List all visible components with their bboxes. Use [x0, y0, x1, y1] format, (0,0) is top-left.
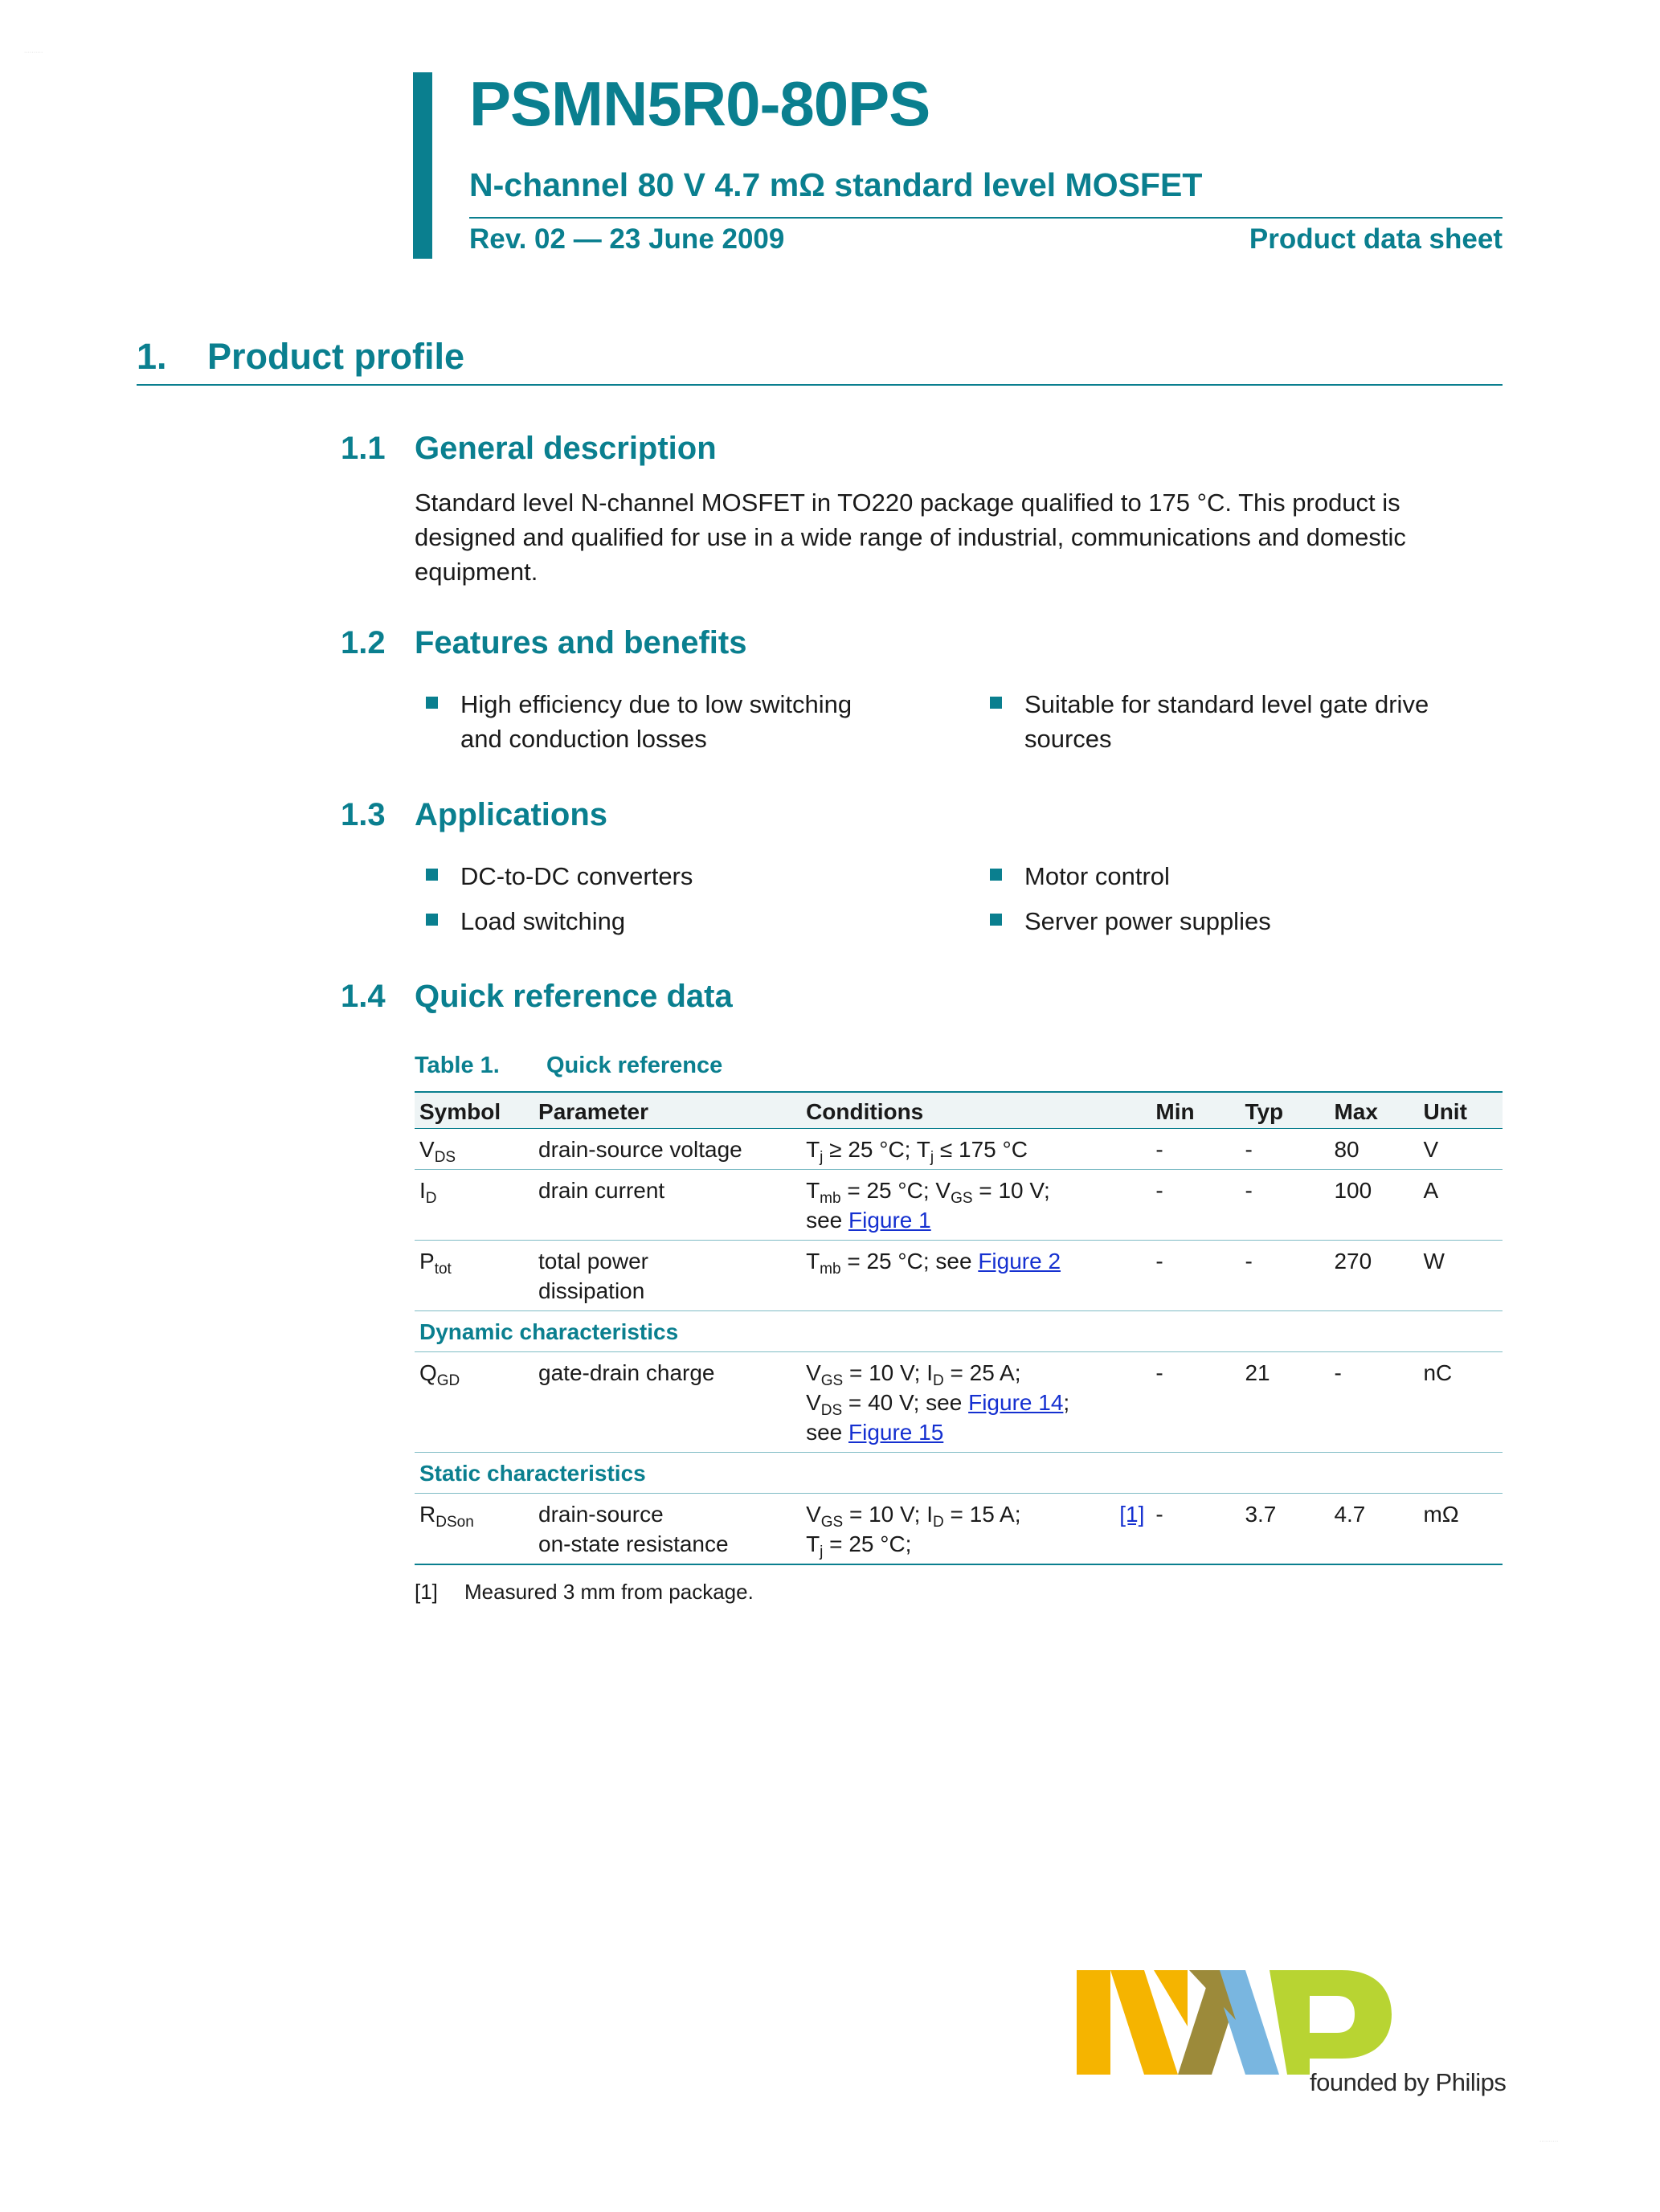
- category-heading-dynamic: Dynamic characteristics: [415, 1311, 1503, 1352]
- table-label: Table 1.: [415, 1053, 500, 1078]
- typ-cell: 21: [1240, 1352, 1329, 1453]
- page-subtitle: N-channel 80 V 4.7 mΩ standard level MOSFET: [469, 166, 1203, 203]
- figure-link[interactable]: Figure 2: [978, 1249, 1061, 1274]
- parameter-cell: total power dissipation: [534, 1241, 801, 1311]
- header-accent-bar: [413, 72, 432, 259]
- column-header: Unit: [1418, 1092, 1503, 1129]
- column-header: Symbol: [415, 1092, 534, 1129]
- column-header: Typ: [1240, 1092, 1329, 1129]
- bullet-icon: [426, 869, 438, 881]
- table-row: [415, 1352, 1503, 1453]
- table-title: Quick reference: [546, 1053, 723, 1078]
- section-heading: [137, 336, 464, 378]
- table-header-row: [415, 1092, 1503, 1129]
- list-item-text: and conduction losses: [460, 725, 707, 753]
- min-cell: -: [1151, 1170, 1240, 1241]
- bullet-icon: [426, 914, 438, 926]
- subsection-heading-quickref: [341, 979, 733, 1015]
- min-cell: -: [1151, 1494, 1240, 1565]
- subsection-number: 1.1: [341, 431, 386, 466]
- list-item-text: Server power supplies: [1024, 907, 1271, 935]
- quick-reference-table: [415, 1091, 1503, 1565]
- section-divider: [137, 384, 1503, 386]
- list-item-text: Motor control: [1024, 862, 1170, 890]
- subsection-heading-features: [341, 625, 746, 661]
- subsection-heading-general: [341, 431, 717, 467]
- table-row: [415, 1129, 1503, 1170]
- symbol-cell: $P_{tot}$: [415, 1241, 534, 1311]
- parameter-cell: gate-drain charge: [534, 1352, 801, 1453]
- table-footnote: [415, 1580, 754, 1605]
- subsection-title: Quick reference data: [415, 979, 733, 1014]
- revision-date: Rev. 02 — 23 June 2009: [469, 223, 785, 255]
- typ-cell: -: [1240, 1129, 1329, 1170]
- column-header: Conditions: [801, 1092, 1151, 1129]
- footnote-number: [1]: [415, 1580, 438, 1604]
- column-header: Min: [1151, 1092, 1240, 1129]
- typ-cell: -: [1240, 1170, 1329, 1241]
- logo-letter-n: [1077, 1970, 1188, 2075]
- conditions-cell: $V_{GS} = 10$ V; $I_D = 15$ A; [1] $T_j = 25$ °C;: [801, 1494, 1151, 1565]
- corner-mark: ··········: [24, 50, 43, 55]
- symbol-cell: $Q_{GD}$: [415, 1352, 534, 1453]
- footnote-link[interactable]: [1]: [1119, 1502, 1145, 1527]
- logo-tagline: founded by Philips: [1310, 2068, 1507, 2096]
- max-cell: 270: [1329, 1241, 1418, 1311]
- parameter-cell: drain current: [534, 1170, 801, 1241]
- max-cell: 4.7: [1329, 1494, 1418, 1565]
- unit-cell: mΩ: [1418, 1494, 1503, 1565]
- list-item-text: DC-to-DC converters: [460, 862, 693, 890]
- subsection-title: Features and benefits: [415, 625, 747, 660]
- list-item: [426, 859, 693, 893]
- footnote-text: Measured 3 mm from package.: [464, 1580, 754, 1604]
- max-cell: 100: [1329, 1170, 1418, 1241]
- symbol-cell: $V_{DS}$: [415, 1129, 534, 1170]
- subsection-number: 1.2: [341, 625, 386, 660]
- list-item: [426, 687, 852, 756]
- page-title: PSMN5R0-80PS: [469, 68, 930, 139]
- figure-link[interactable]: Figure 14: [968, 1390, 1064, 1415]
- subsection-title: General description: [415, 431, 717, 466]
- typ-cell: 3.7: [1240, 1494, 1329, 1565]
- list-item-text: Suitable for standard level gate drive: [1024, 690, 1429, 718]
- general-description-text: Standard level N-channel MOSFET in TO220 package qualified to 175 °C. This product is designed and qualified for use in a wide range of industrial, communications and domestic equipment.: [415, 489, 1406, 586]
- list-item: [990, 904, 1271, 938]
- list-item-text: High efficiency due to low switching: [460, 690, 852, 718]
- subsection-heading-applications: [341, 797, 607, 833]
- category-row: [415, 1311, 1503, 1352]
- conditions-cell: $T_{mb} = 25$ °C; see Figure 2: [801, 1241, 1151, 1311]
- corner-mark: ··········: [1539, 2139, 1559, 2145]
- table-row: [415, 1170, 1503, 1241]
- header-divider: [469, 217, 1503, 219]
- table-caption: [415, 1053, 722, 1079]
- table-row: [415, 1241, 1503, 1311]
- parameter-cell: drain-source voltage: [534, 1129, 801, 1170]
- symbol-cell: $I_D$: [415, 1170, 534, 1241]
- parameter-cell: drain-source on-state resistance: [534, 1494, 801, 1565]
- unit-cell: A: [1418, 1170, 1503, 1241]
- conditions-cell: $T_j \ge 25$ °C; $T_j \le 175$ °C: [801, 1129, 1151, 1170]
- min-cell: -: [1151, 1129, 1240, 1170]
- bullet-icon: [990, 914, 1002, 926]
- figure-link[interactable]: Figure 15: [848, 1420, 944, 1445]
- logo-letter-x: [1178, 1970, 1279, 2075]
- list-item: [990, 859, 1170, 893]
- category-row: [415, 1453, 1503, 1494]
- bullet-icon: [990, 869, 1002, 881]
- max-cell: 80: [1329, 1129, 1418, 1170]
- nxp-logo: [1077, 1970, 1398, 2075]
- bullet-icon: [990, 697, 1002, 709]
- list-item-text: sources: [1024, 725, 1112, 753]
- unit-cell: V: [1418, 1129, 1503, 1170]
- category-heading-static: Static characteristics: [415, 1453, 1503, 1494]
- subsection-title: Applications: [415, 797, 608, 832]
- column-header: Parameter: [534, 1092, 801, 1129]
- unit-cell: W: [1418, 1241, 1503, 1311]
- typ-cell: -: [1240, 1241, 1329, 1311]
- min-cell: -: [1151, 1352, 1240, 1453]
- max-cell: -: [1329, 1352, 1418, 1453]
- list-item: [990, 687, 1429, 756]
- min-cell: -: [1151, 1241, 1240, 1311]
- unit-cell: nC: [1418, 1352, 1503, 1453]
- list-item: [426, 904, 625, 938]
- bullet-icon: [426, 697, 438, 709]
- subsection-number: 1.4: [341, 979, 386, 1014]
- logo-letter-p: [1270, 1970, 1392, 2075]
- section-title: Product profile: [207, 336, 465, 377]
- figure-link[interactable]: Figure 1: [848, 1208, 931, 1233]
- subsection-number: 1.3: [341, 797, 386, 832]
- conditions-cell: $V_{GS} = 10$ V; $I_D = 25$ A; $V_{DS} = 40$ V; see Figure 14; see Figure 15: [801, 1352, 1151, 1453]
- document-type: Product data sheet: [1249, 223, 1503, 255]
- list-item-text: Load switching: [460, 907, 626, 935]
- section-number: 1.: [137, 336, 167, 377]
- column-header: Max: [1329, 1092, 1418, 1129]
- table-row: [415, 1494, 1503, 1565]
- conditions-cell: $T_{mb} = 25$ °C; $V_{GS} = 10$ V; see Figure 1: [801, 1170, 1151, 1241]
- symbol-cell: $R_{DSon}$: [415, 1494, 534, 1565]
